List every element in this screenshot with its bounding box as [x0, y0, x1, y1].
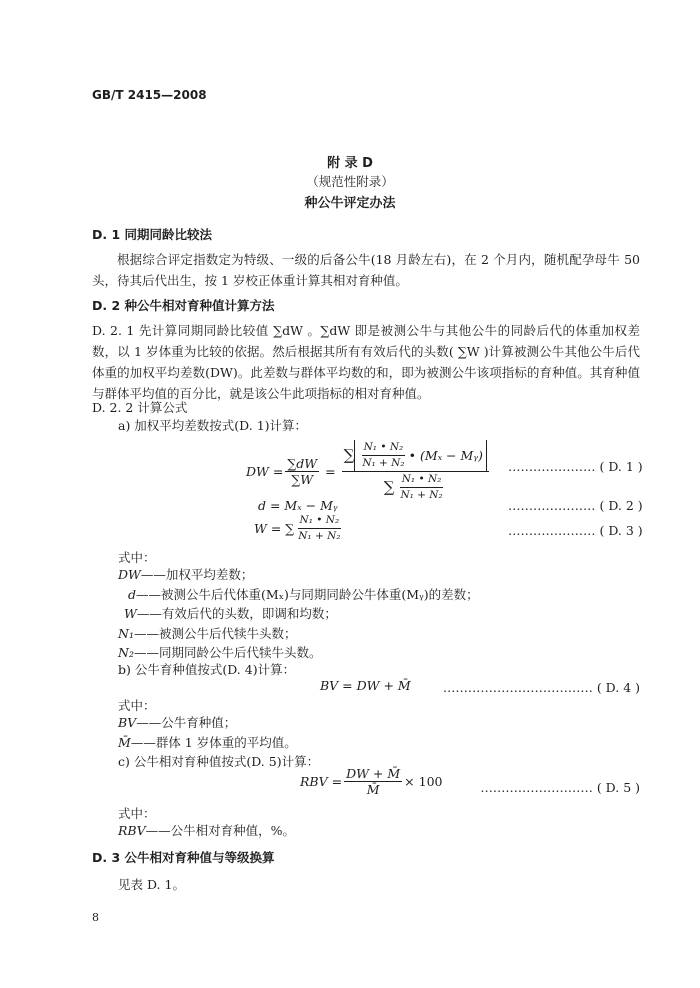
- eq1-inner-num: N₁ • N₂: [362, 440, 406, 456]
- def-row: [118, 713, 297, 733]
- equation-d4: BV = DW + M̄: [320, 678, 411, 693]
- eq1-frac-den: ∑W: [291, 472, 314, 487]
- def-row: [118, 624, 479, 644]
- section-d2-heading: D. 2 种公牛相对育种值计算方法: [92, 298, 275, 313]
- def-symbol: N₂: [118, 645, 134, 660]
- eq5-tail: × 100: [404, 774, 443, 789]
- eq3-lhs: W = ∑: [254, 521, 295, 536]
- item-a: a) 加权平均差数按式(D. 1)计算：: [118, 418, 308, 433]
- def-text: ——被测公牛后代犊牛头数；: [133, 625, 297, 641]
- where-label-2: 式中：: [118, 698, 156, 713]
- def-text: ——加权平均差数；: [140, 567, 254, 582]
- eq1-den-fraction: [398, 472, 444, 503]
- def-row: [118, 604, 479, 624]
- eq5-num: DW + M̄: [346, 766, 401, 781]
- eq3-num: N₁ • N₂: [298, 513, 342, 529]
- eq1-big-den: [382, 472, 449, 503]
- page-number: 8: [92, 911, 99, 924]
- def-text: ——群体 1 岁体重的平均值。: [130, 734, 297, 750]
- def-symbol: BV: [118, 715, 137, 730]
- eq5-number: ……………………… ( D. 5 ): [480, 780, 640, 795]
- def-list-1: [118, 565, 479, 663]
- standard-code: GB/T 2415—2008: [92, 88, 207, 102]
- def-symbol: d: [128, 586, 137, 602]
- def-row: [118, 733, 297, 753]
- eq1-den-den: N₁ + N₂: [400, 489, 443, 501]
- def-text: ——公牛相对育种值，%。: [145, 823, 296, 838]
- equation-d5: [300, 766, 442, 797]
- item-c: c) 公牛相对育种值按式(D. 5)计算：: [118, 754, 320, 769]
- where-label-3: 式中：: [118, 806, 156, 821]
- appendix-title: 种公牛评定办法: [304, 196, 396, 211]
- eq2-number: ………………… ( D. 2 ): [508, 498, 643, 513]
- item-b: b) 公牛育种值按式(D. 4)计算：: [118, 662, 296, 677]
- eq1-sigma: ∑: [343, 446, 355, 464]
- eq1-big-fraction: [342, 440, 489, 503]
- appendix-label: 附 录 D: [327, 156, 373, 171]
- eq1-equals: =: [325, 464, 336, 479]
- def-list-3: [118, 821, 295, 841]
- def-text: ——公牛育种值；: [136, 715, 237, 730]
- eq1-den-sigma: ∑: [383, 478, 395, 496]
- eq1-den-num: N₁ • N₂: [400, 472, 444, 488]
- def-symbol: RBV: [118, 823, 146, 838]
- def-symbol: DW: [118, 567, 141, 582]
- eq3-fraction: [296, 513, 342, 544]
- def-symbol: N₁: [118, 625, 134, 641]
- eq1-lhs: DW =: [246, 464, 284, 479]
- equation-d2: d = Mₓ − Mᵧ: [258, 498, 338, 513]
- section-d3-body: 见表 D. 1。: [118, 877, 185, 892]
- eq1-inner-fraction: [360, 440, 406, 471]
- section-d3-heading: D. 3 公牛相对育种值与等级换算: [92, 850, 275, 865]
- def-row: [118, 565, 479, 585]
- eq1-inner-den: N₁ + N₂: [362, 457, 405, 469]
- def-text: ——有效后代的头数，即调和均数；: [136, 606, 337, 621]
- section-d1-body: 根据综合评定指数定为特级、一级的后备公牛(18 月龄左右)，在 2 个月内，随机配孕母牛 50 头，待其后代出生，按 1 岁校正体重计算其相对育种值。: [92, 252, 640, 288]
- eq1-frac-num: ∑dW: [287, 456, 318, 471]
- section-d1-heading: D. 1 同期同龄比较法: [92, 227, 213, 242]
- eq5-lhs: RBV =: [300, 774, 343, 789]
- equation-d3: [254, 513, 344, 544]
- def-row: [118, 821, 295, 841]
- section-d21-body: D. 2. 1 先计算同期同龄比较值 ∑dW 。∑dW 即是被测公牛与其他公牛的同龄后代的体重加权差数，以 1 岁体重为比较的依据。然后根据其所有有效后代的头数( ∑W )计算被测公牛其他公牛后代体重的加权平均差数(DW)。此差数与群体平均数的和，即为被测公牛该项指标的育种值。其育种值与群体平均值的百分比，就是该公牛此项指标的相对育种值。: [92, 323, 640, 401]
- eq1-bracket: [354, 440, 487, 471]
- equation-d1: [246, 440, 491, 503]
- eq3-number: ………………… ( D. 3 ): [508, 523, 643, 538]
- eq5-fraction: [344, 766, 402, 797]
- def-row: [118, 585, 479, 605]
- eq1-big-num: [342, 440, 489, 472]
- where-label-1: 式中：: [118, 550, 156, 565]
- eq1-diff: • (Mₓ − Mᵧ): [408, 448, 483, 463]
- eq5-den: M̄: [366, 782, 380, 797]
- def-symbol: M̄: [118, 734, 131, 750]
- eq4-number: ……………………………… ( D. 4 ): [442, 680, 640, 695]
- eq1-number: ………………… ( D. 1 ): [508, 459, 643, 474]
- def-list-2: [118, 713, 297, 752]
- eq1-fraction: [285, 456, 319, 487]
- appendix-type: （规范性附录）: [306, 174, 394, 189]
- eq3-den: N₁ + N₂: [298, 530, 341, 542]
- def-text: ——被测公牛后代体重(Mₓ)与同期同龄公牛体重(Mᵧ)的差数；: [136, 586, 479, 602]
- def-symbol: W: [124, 606, 137, 621]
- section-d22-label: D. 2. 2 计算公式: [92, 400, 188, 415]
- def-text: ——同期同龄公牛后代犊牛头数。: [133, 645, 322, 660]
